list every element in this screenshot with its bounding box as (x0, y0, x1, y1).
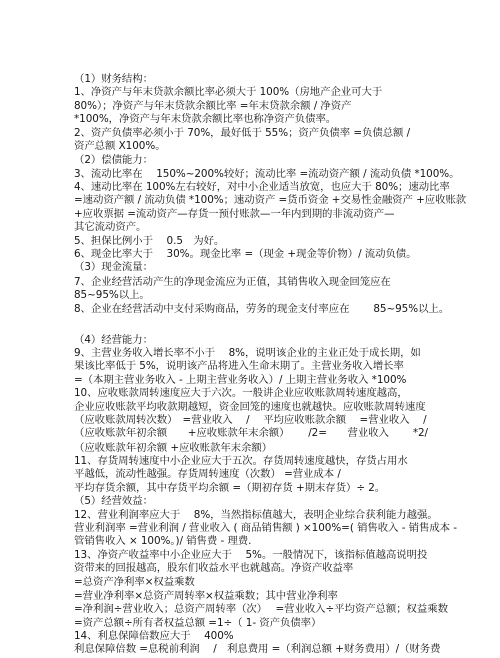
text-line: 利息保障倍数 =息税前利润 / 利息费用 =（利润总额 +财务费用）/（财务费 (74, 643, 441, 655)
text-line: =总资产净利率×权益乘数 (74, 576, 195, 588)
text-line: =速动资产额 / 流动负债 *100%；速动资产 =货币资金 +交易性金融资产 +应收账款 (74, 194, 467, 206)
text-line: 12、营业利润率应大于 8%，当然指标值越大，表明企业综合获利能力越强。 (74, 509, 438, 521)
text-line: 5、担保比例小于 0.5 为好。 (74, 235, 225, 247)
section-heading-cash-flow: （3）现金流量： (74, 261, 153, 273)
text-line: 平越低，流动性越强。存货周转速度（次数） =营业成本 / (74, 468, 341, 480)
text-line: 14、利息保障倍数应大于 400% (74, 630, 234, 642)
text-line: 11、存货周转速度中小企业应大于五次。存货周转速度越快，存货占用水 (74, 455, 408, 467)
text-line: 10、应收账款周转速度应大于六次。一般讲企业应收账款周转速度越高， (74, 387, 408, 399)
text-line: 6、现金比率大于 30%。现金比率 =（现金 +现金等价物）/ 流动负债。 (74, 248, 417, 260)
text-line: 9、主营业务收入增长率不小于 8%，说明该企业的主业正处于成长期，如 (74, 347, 421, 359)
text-line: 13、净资产收益率中小企业应大于 5%。一般情况下，该指标值越高说明投 (74, 549, 428, 561)
text-line: =资产总额÷所有者权益总额 =1÷（ 1- 资产负债率） (74, 617, 322, 629)
text-line: （应收账款周转次数） =营业收入 / 平均应收账款余额 =营业收入 / (74, 414, 427, 426)
text-line: =营业净利率×总资产周转率×权益乘数；其中营业净利率 (74, 590, 338, 602)
text-line: 其它流动资产。 (74, 221, 147, 233)
text-line: 平均存货余额，其中存货平均余额 =（期初存货 +期末存货）÷ 2。 (74, 482, 386, 494)
text-line: 2、资产负债率必须小于 70%，最好低于 55%；资产负债率 =负债总额 / (74, 127, 411, 139)
text-line: （应收账款年初余额 +应收账款年末余额） /2= 营业收入 *2/ (74, 427, 429, 439)
section-heading-operating-capability: （4）经营能力： (74, 334, 153, 346)
text-line: 3、流动比率在 150%~200%较好；流动比率 =流动资产额 / 流动负债 *100%。 (74, 168, 460, 180)
text-line: 7、企业经营活动产生的净现金流应为正值，其销售收入现金回笼应在 (74, 276, 391, 288)
text-line: 80%）；净资产与年末贷款余额比率 =年末贷款余额 / 净资产 (74, 100, 352, 112)
text-line: 8、企业在经营活动中支付采购商品，劳务的现金支付率应在 85~95%以上。 (74, 303, 450, 315)
text-line: 1、净资产与年末贷款余额比率必须大于 100%（房地产企业可大于 (74, 86, 383, 98)
text-line: （应收账款年初余额 +应收账款年末余额） (74, 442, 273, 454)
text-line: 管销售收入 × 100%。)/ 销售费 - 理费. (74, 535, 252, 547)
text-line: =净利润÷营业收入；总资产周转率（次） =营业收入÷平均资产总额；权益乘数 (74, 603, 448, 615)
text-line: 企业应收账款平均收款期越短，资金回笼的速度也就越快。应收账款周转速度 (74, 401, 426, 413)
text-line: 85~95%以上。 (74, 289, 150, 301)
section-heading-solvency: （2）偿债能力： (74, 154, 153, 166)
text-line: 4、速动比率在 100%左右较好，对中小企业适当放宽，也应大于 80%；速动比率 (74, 181, 450, 193)
text-line: 果该比率低于 5%，说明该产品将进入生命末期了。主营业务收入增长率 (74, 360, 404, 372)
text-line: *100%，净资产与年末贷款余额比率也称净资产负债率。 (74, 113, 337, 125)
text-line: =（本期主营业务收入 - 上期主营业务收入）/ 上期主营业务收入 *100% (74, 374, 407, 386)
text-line: 营业利润率 =营业利润 / 营业收入 ( 商品销售额 ) ×100%=( 销售收入 - 销售成本 - (74, 522, 457, 534)
section-heading-financial-structure: （1）财务结构： (74, 73, 153, 85)
section-heading-operating-efficiency: （5）经营效益： (74, 495, 153, 507)
text-line: +应收票据 =流动资产—存货一预付账款—一年内到期的非流动资产— (74, 208, 395, 220)
text-line: 资产总额 X100%。 (74, 140, 166, 152)
text-line: 资带来的回报越高，股东们收益水平也就越高。净资产收益率 (74, 562, 354, 574)
